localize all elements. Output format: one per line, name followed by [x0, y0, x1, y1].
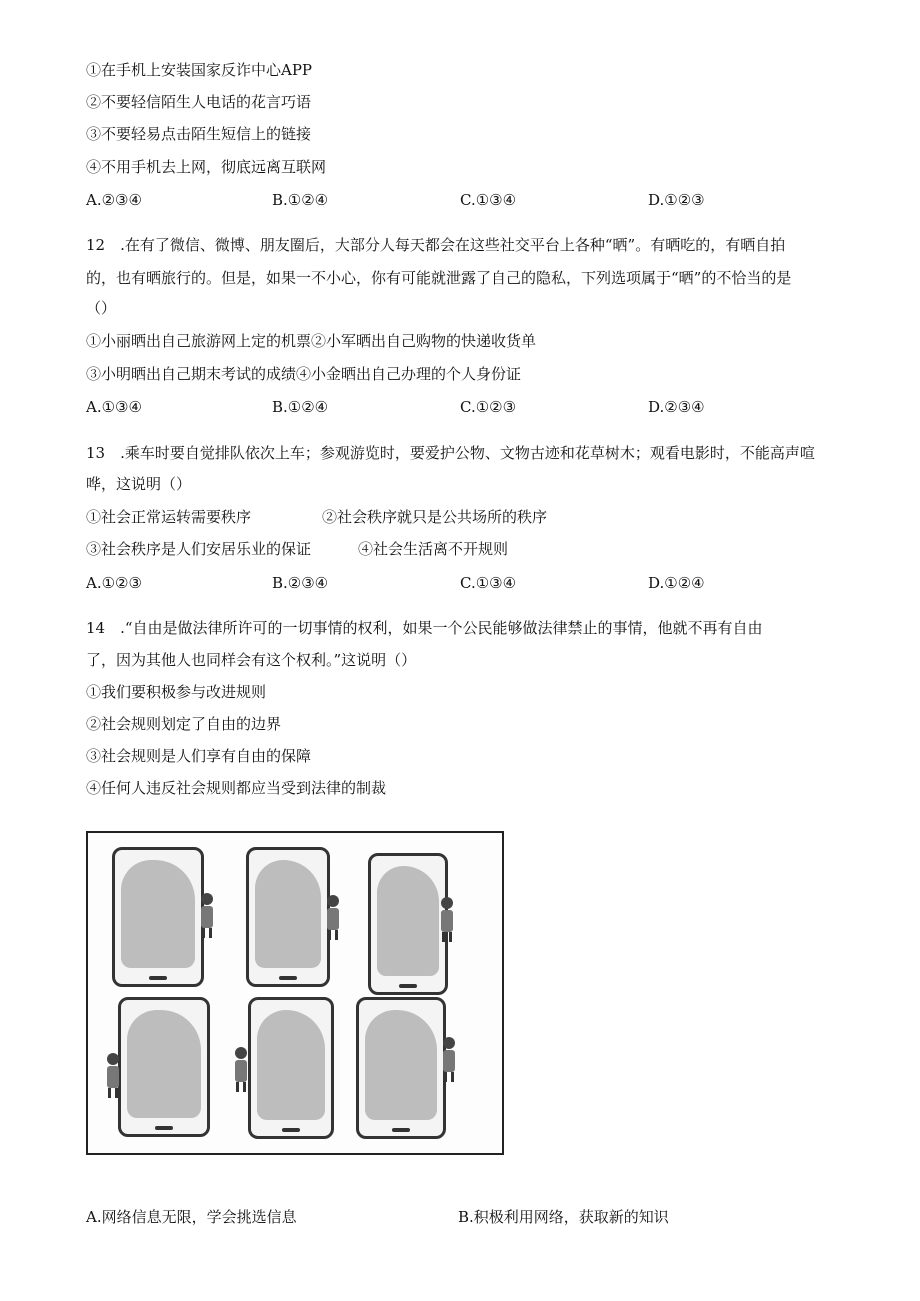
q12-item-2: ③小明晒出自己期末考试的成绩④小金晒出自己办理的个人身份证	[86, 365, 522, 383]
q12-stem-line-1: 12 .在有了微信、微博、朋友圈后，大部分人每天都会在这些社交平台上各种“晒”。有晒吃的，有晒自拍	[86, 236, 786, 254]
q15-option-a[interactable]: A.网络信息无限，学会挑选信息	[86, 1208, 297, 1226]
phone-6	[356, 997, 446, 1139]
q14-item-1: ①我们要积极参与改进规则	[86, 683, 267, 701]
q13-option-d[interactable]: D.①②④	[648, 574, 705, 592]
q13-option-b[interactable]: B.②③④	[272, 574, 329, 592]
q12-option-b[interactable]: B.①②④	[272, 398, 329, 416]
blindfolded-person-3	[440, 897, 454, 941]
q12-option-c[interactable]: C.①②③	[460, 398, 517, 416]
q12-stem-line-3: （）	[86, 299, 117, 317]
q11-option-b[interactable]: B.①②④	[272, 191, 329, 209]
phone-3	[368, 853, 448, 995]
q14-item-2: ②社会规则划定了自由的边界	[86, 715, 282, 733]
phone-4	[118, 997, 210, 1137]
q13-stem-line-1: 13 .乘车时要自觉排队依次上车；参观游览时，要爱护公物、文物古迹和花草树木；观看电影时，不能高声喧	[86, 444, 815, 462]
q11-item-4: ④不用手机去上网，彻底远离互联网	[86, 158, 327, 176]
q13-option-a[interactable]: A.①②③	[86, 574, 142, 592]
blindfolded-person-1	[200, 893, 214, 937]
blindfolded-person-6	[442, 1037, 456, 1081]
phone-2	[246, 847, 330, 987]
q12-item-1: ①小丽晒出自己旅游网上定的机票②小军晒出自己购物的快递收货单	[86, 332, 537, 350]
elephant-side-part	[365, 1010, 437, 1120]
q15-option-b[interactable]: B.积极利用网络，获取新的知识	[458, 1208, 669, 1226]
q13-option-c[interactable]: C.①③④	[460, 574, 517, 592]
elephant-body-part	[255, 860, 321, 968]
blindfolded-person-5	[234, 1047, 248, 1091]
q14-stem-line-2: 了，因为其他人也同样会有这个权利。”这说明（）	[86, 651, 417, 669]
q11-option-a[interactable]: A.②③④	[86, 191, 142, 209]
q13-item-2: ②社会秩序就只是公共场所的秩序	[322, 508, 548, 526]
q13-item-4: ④社会生活离不开规则	[358, 540, 509, 558]
q12-option-a[interactable]: A.①③④	[86, 398, 142, 416]
q11-option-c[interactable]: C.①③④	[460, 191, 517, 209]
elephant-leg-part	[257, 1010, 325, 1120]
blindfolded-person-4	[106, 1053, 120, 1097]
elephant-tail-part	[377, 866, 439, 976]
q11-item-2: ②不要轻信陌生人电话的花言巧语	[86, 93, 312, 111]
elephant-head-part	[121, 860, 195, 968]
q14-item-4: ④任何人违反社会规则都应当受到法律的制裁	[86, 779, 387, 797]
phone-1	[112, 847, 204, 987]
q13-stem-line-2: 哗，这说明（）	[86, 475, 192, 493]
blind-men-elephant-illustration	[86, 831, 504, 1155]
q12-option-d[interactable]: D.②③④	[648, 398, 705, 416]
q12-stem-line-2: 的，也有晒旅行的。但是，如果一不小心，你有可能就泄露了自己的隐私，下列选项属于“晒”的不恰当的是	[86, 269, 792, 287]
q13-item-3: ③社会秩序是人们安居乐业的保证	[86, 540, 312, 558]
q11-option-d[interactable]: D.①②③	[648, 191, 705, 209]
blindfolded-person-2	[326, 895, 340, 939]
q11-item-3: ③不要轻易点击陌生短信上的链接	[86, 125, 312, 143]
q13-item-1: ①社会正常运转需要秩序	[86, 508, 252, 526]
q14-stem-line-1: 14 .“自由是做法律所许可的一切事情的权利，如果一个公民能够做法律禁止的事情，他就不再有自由	[86, 619, 763, 637]
q11-item-1: ①在手机上安装国家反诈中心APP	[86, 61, 313, 79]
elephant-trunk-part	[127, 1010, 201, 1118]
phone-5	[248, 997, 334, 1139]
q14-item-3: ③社会规则是人们享有自由的保障	[86, 747, 312, 765]
